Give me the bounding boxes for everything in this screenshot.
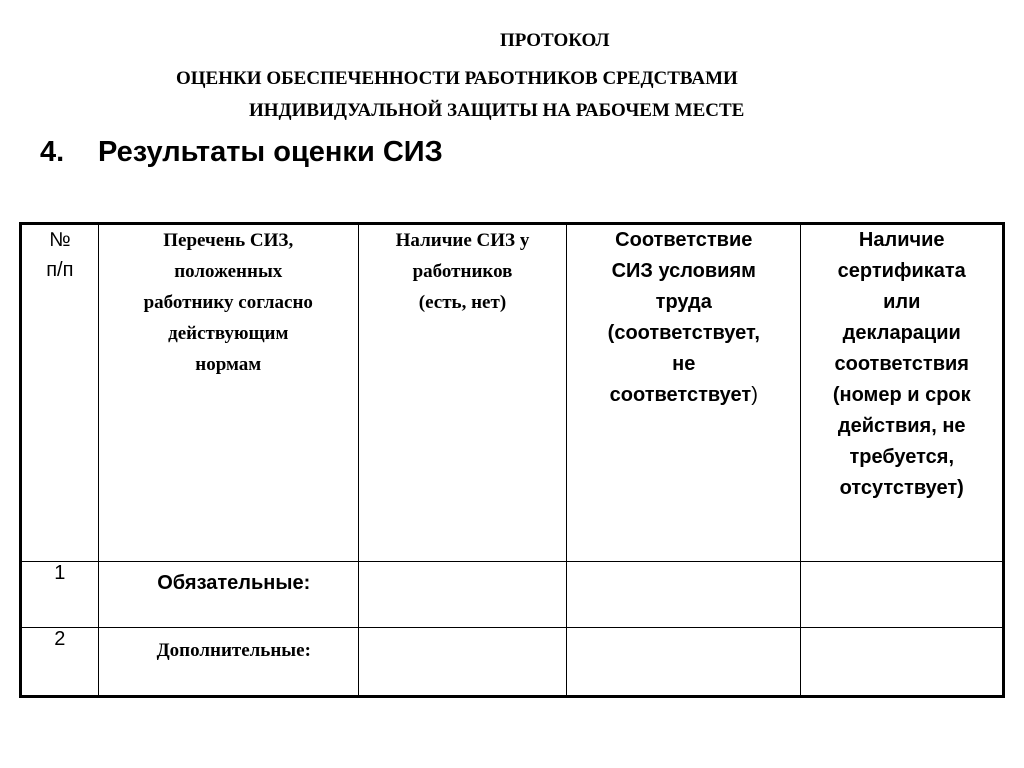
presence-cell [358, 628, 566, 697]
header-compliance-text: Соответствие СИЗ условиям труда (соответствует, не соответствует [607, 229, 760, 406]
section-heading [40, 136, 443, 169]
compliance-cell [567, 628, 801, 697]
protocol-subtitle-line2: ИНДИВИДУАЛЬНОЙ ЗАЩИТЫ НА РАБОЧЕМ МЕСТЕ [249, 100, 745, 121]
table-row [21, 628, 1004, 697]
row-label: Обязательные: [98, 562, 358, 628]
section-number: 4. [40, 136, 65, 168]
header-certificate-label: Наличие сертификата или декларации соответствия (номер и срок действия, не требуется, отсутствует) [832, 229, 971, 499]
certificate-cell [801, 628, 1004, 697]
compliance-cell [567, 562, 801, 628]
header-compliance-closing: ) [751, 384, 758, 406]
row-number: 1 [21, 562, 99, 628]
header-number-label: № п/п [46, 229, 74, 281]
results-table [19, 222, 1005, 698]
row-label: Дополнительные: [98, 628, 358, 697]
protocol-subtitle-line1: ОЦЕНКИ ОБЕСПЕЧЕННОСТИ РАБОТНИКОВ СРЕДСТВАМИ [176, 68, 738, 89]
header-cell-number [21, 224, 99, 562]
header-compliance-label [567, 225, 800, 411]
table-header-row [21, 224, 1004, 562]
protocol-title: ПРОТОКОЛ [500, 30, 610, 51]
header-ppe-list-label: Перечень СИЗ, положенных работнику согласно действующим нормам [143, 230, 313, 375]
certificate-cell [801, 562, 1004, 628]
header-ppe-presence-label: Наличие СИЗ у работников (есть, нет) [395, 230, 530, 313]
section-title: Результаты оценки СИЗ [98, 136, 443, 168]
row-number: 2 [21, 628, 99, 697]
header-cell-ppe-list [98, 224, 358, 562]
header-cell-ppe-presence [358, 224, 566, 562]
header-cell-compliance [567, 224, 801, 562]
presence-cell [358, 562, 566, 628]
header-cell-certificate [801, 224, 1004, 562]
table-row [21, 562, 1004, 628]
